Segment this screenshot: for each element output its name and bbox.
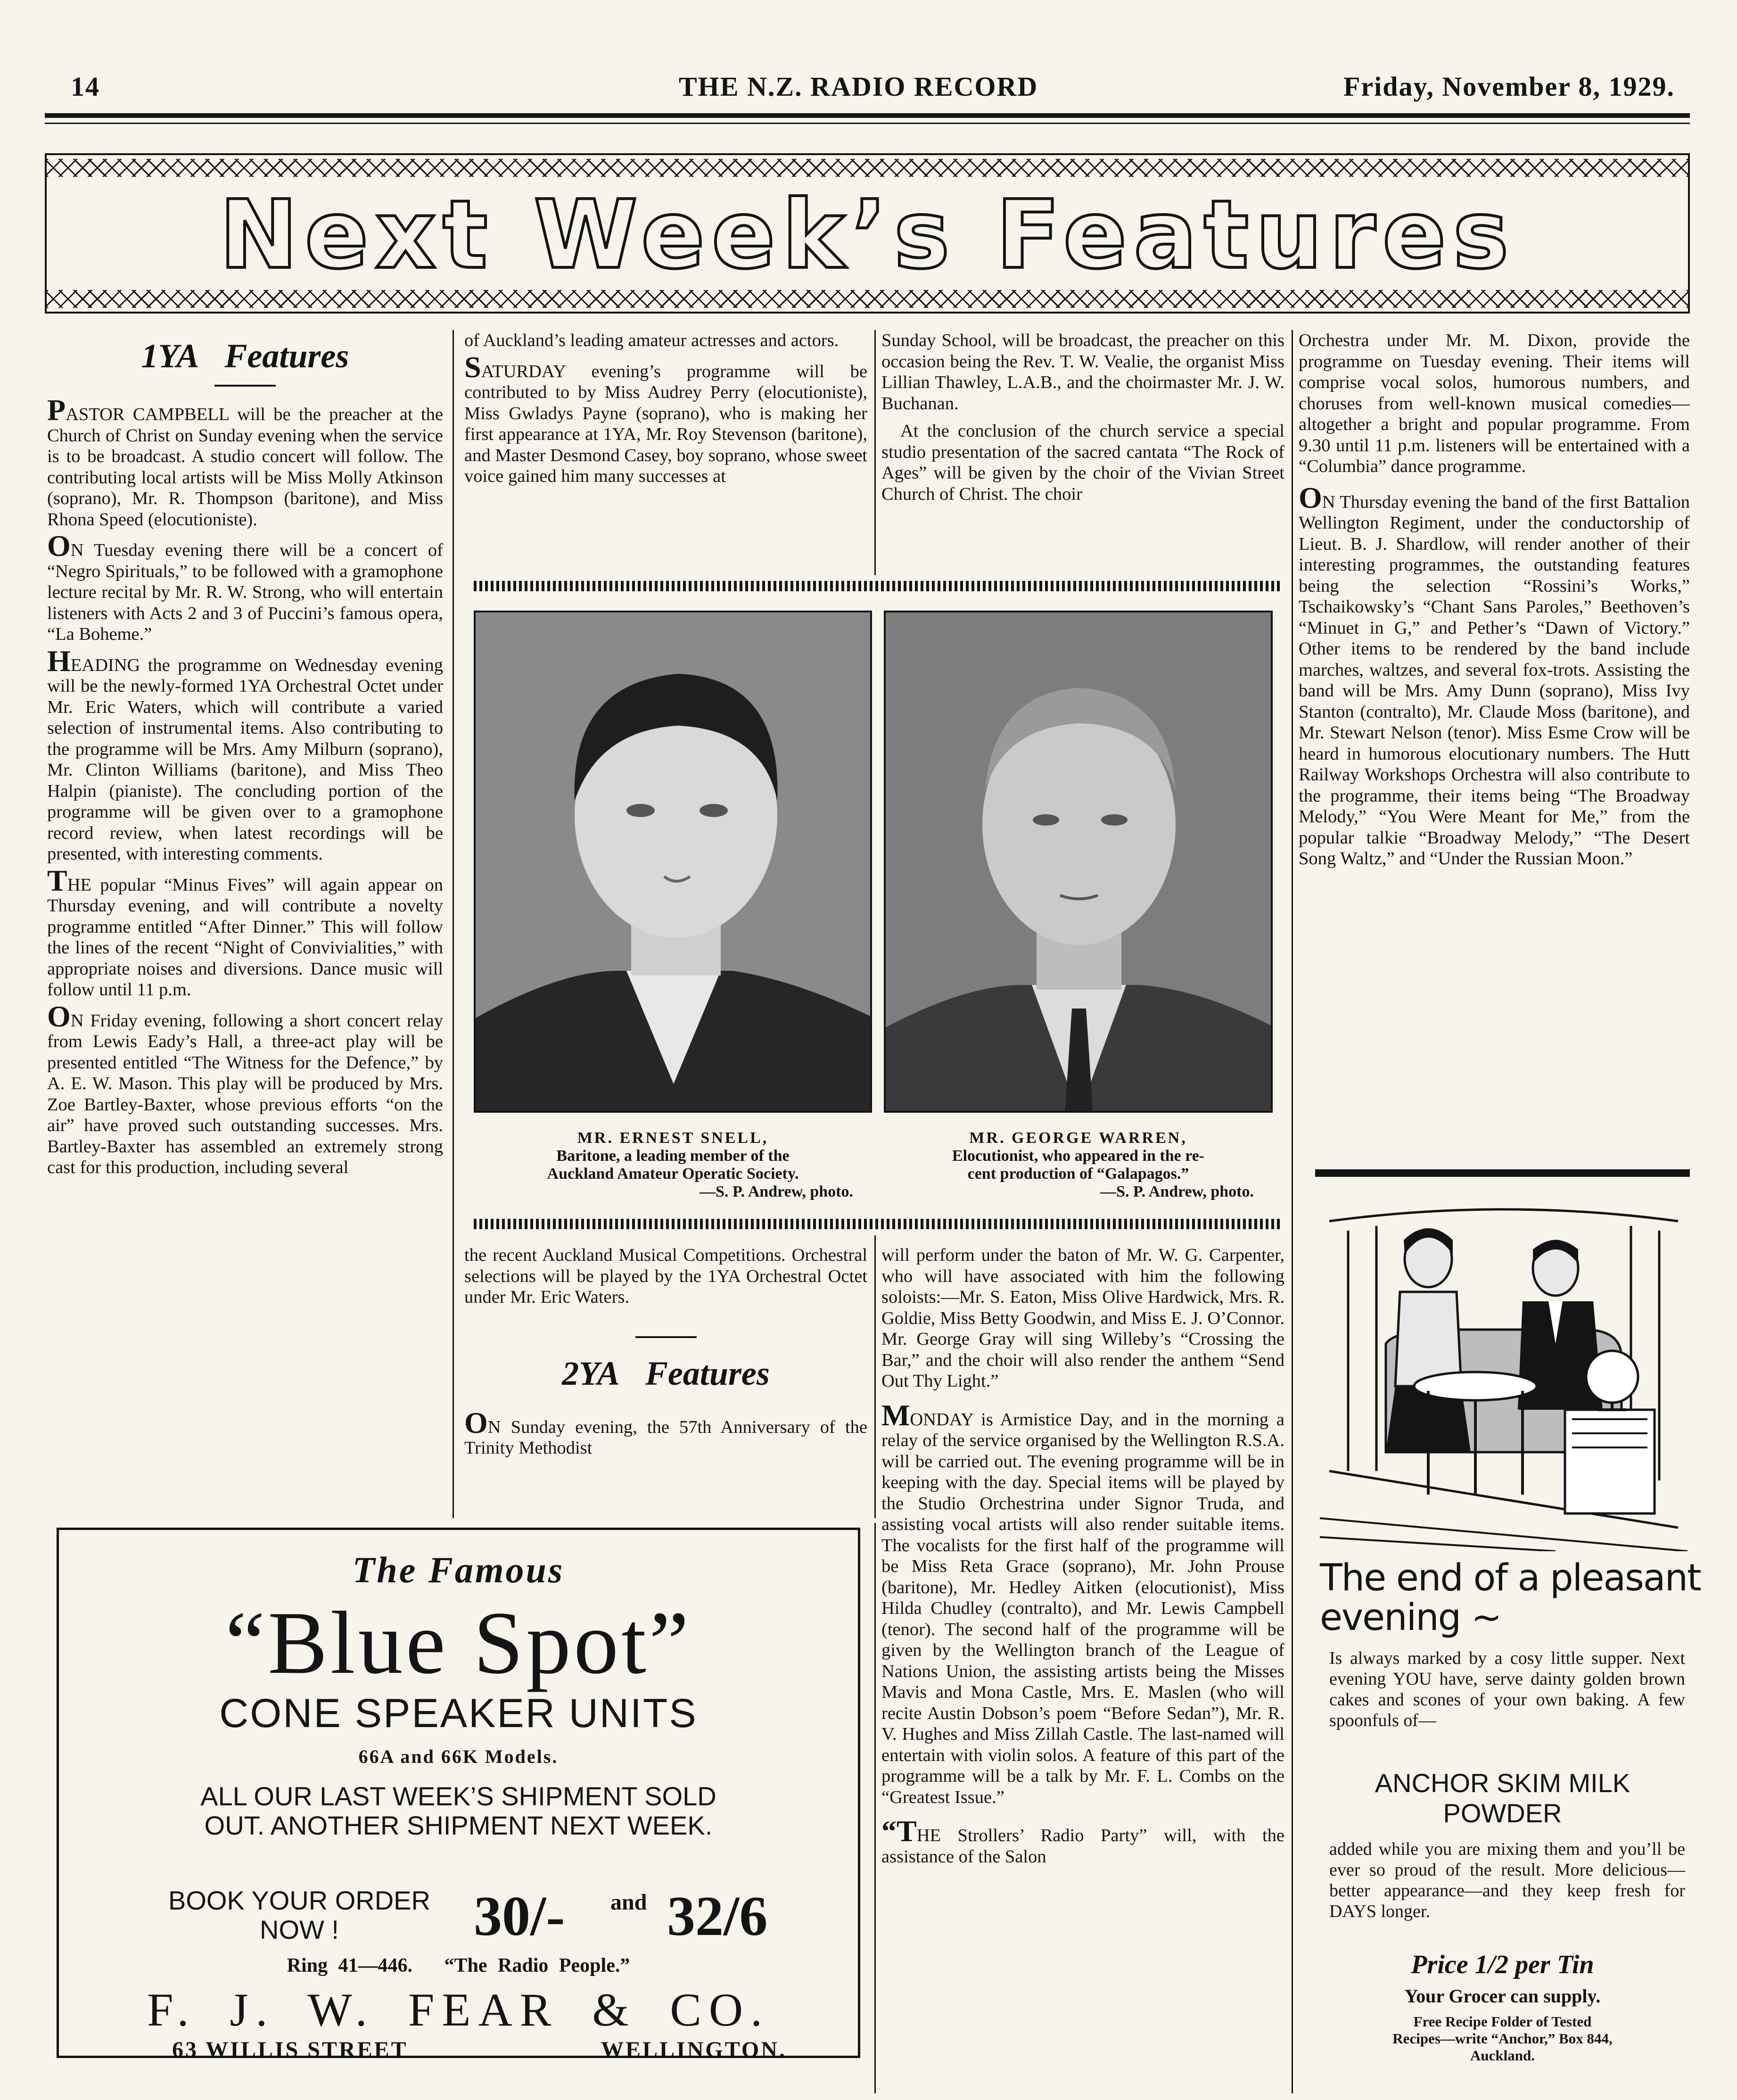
paragraph: THE popular “Minus Fives” will again appear on Thursday evening, and will contribute a novelty programme entitled “After Dinner.” This will follow the lines of the recent “Night of Convivialities,” with appropriate noises and diversions. Dance music will follow until 11 p.m. xyxy=(47,863,443,1000)
drop-cap: S xyxy=(464,350,481,384)
photo-credit: —S. P. Andrew, photo. xyxy=(1100,1183,1254,1200)
paragraph: ON Sunday evening, the 57th Anniversary of the Trinity Methodist xyxy=(464,1406,867,1458)
drop-cap: T xyxy=(47,863,67,897)
paragraph: ON Friday evening, following a short concert relay from Lewis Eady’s Hall, a three-act play will be presented entitled “The Witness for the Defence,” by A. E. W. Mason. This play will be produced by Mrs. Zoe Bartley-Baxter, whose previous efforts “on the air” have proved such outstanding successes. Mrs. Bartley-Baxter has assembled an extremely strong cast for this production, including several xyxy=(47,999,443,1177)
column-3-bottom xyxy=(881,1245,1284,1874)
column-2-bottom xyxy=(464,1245,867,1465)
section-rule xyxy=(635,1336,697,1338)
photo-ernest-snell xyxy=(474,611,872,1113)
caption-line: cent production of “Galapagos.” xyxy=(967,1165,1189,1182)
ad-brand: “Blue Spot” xyxy=(225,1594,692,1693)
ad-and: and xyxy=(610,1890,647,1915)
ad-illustration xyxy=(1320,1188,1688,1551)
banner-zigzag-top xyxy=(47,159,1688,177)
paragraph: HEADING the programme on Wednesday evening will be the newly-formed 1YA Orchestral Octet under Mr. Eric Waters, which will contribute a varied selection of instrumental items. Also contributing to the programme will be Mrs. Amy Milburn (soprano), Mr. Clinton Williams (baritone), and Miss Theo Halpin (pianiste). The concluding portion of the programme will be given over to a gramophone record review, when latest recordings will be presented, with interesting comments. xyxy=(47,644,443,864)
paragraph: ON Thursday evening the band of the first Battalion Wellington Regiment, under the conductorship of Lieut. B. J. Shardlow, will render another of their interesting programmes, the outstanding features being the selection “Rossini’s Works,” Tschaikowsky’s “Chant Sans Paroles,” Beethoven’s “Minuet in G,” and Pether’s “Dawn of Victory.” Other items to be rendered by the band include marches, waltzes, and several fox-trots. Assisting the band will be Mrs. Amy Dunn (soprano), Miss Ivy Stanton (contralto), Mr. Claude Moss (baritone), and Mr. Stewart Nelson (tenor). Miss Esme Crow will be heard in humorous elocutionary numbers. The Hutt Railway Workshops Orchestra will also contribute to the programme, their items being “The Broadway Melody,” “You Were Meant for Me,” from the popular talkie “Broadway Melody,” “The Desert Song Waltz,” and “Under the Russian Moon.” xyxy=(1299,480,1690,868)
drop-cap: O xyxy=(464,1406,488,1439)
section-title-2ya: 2YA Features xyxy=(562,1354,770,1392)
caption-name: MR. GEORGE WARREN, xyxy=(969,1129,1187,1147)
ornamental-rule xyxy=(474,1219,1282,1229)
portrait-image xyxy=(886,612,1273,1113)
section-rule xyxy=(214,385,276,387)
photo-caption-right xyxy=(884,1129,1273,1201)
paragraph: of Auckland’s leading amateur actresses and actors. xyxy=(464,331,839,350)
ad-price-1: 30/- xyxy=(474,1885,565,1947)
blue-spot-advertisement xyxy=(57,1528,860,2062)
paragraph: will perform under the baton of Mr. W. G. Carpenter, who will have associated with him the following soloists:—Mr. S. Eaton, Miss Olive Hardwick, Mrs. R. Goldie, Miss Betty Goodwin, and Miss E. J. O’Connor. Mr. George Gray will sing Willeby’s “Crossing the Bar,” and the choir will also render the anthem “Send Out Thy Light.” xyxy=(881,1245,1284,1391)
ad-book-order: BOOK YOUR ORDER NOW ! xyxy=(168,1885,430,1944)
ad-company: F. J. W. FEAR & CO. xyxy=(147,1984,770,2036)
page-number: 14 xyxy=(71,71,100,102)
column-rule xyxy=(453,330,454,1518)
banner-zigzag-bottom xyxy=(47,290,1688,308)
drop-cap: O xyxy=(47,999,71,1033)
ad-line: OUT. ANOTHER SHIPMENT NEXT WEEK. xyxy=(204,1811,713,1840)
column-rule xyxy=(874,1235,876,1518)
header-rule xyxy=(45,113,1690,124)
paragraph: “THE Strollers’ Radio Party” will, with the assistance of the Salon xyxy=(881,1814,1284,1867)
ad-ring: Ring 41—446. “The Radio People.” xyxy=(287,1955,630,1976)
paragraph: PASTOR CAMPBELL will be the preacher at the Church of Christ on Sunday evening when the service is to be broadcast. A studio concert will follow. The contributing local artists will be Miss Molly Atkinson (soprano), Mr. R. Thompson (baritone), and Miss Rhona Speed (elocutioniste). xyxy=(47,393,443,529)
paragraph: At the conclusion of the church service a special studio presentation of the sacred cantata “The Rock of Ages” will be given by the choir of the Vivian Street Church of Christ. The choir xyxy=(881,421,1284,504)
drop-cap: O xyxy=(47,529,71,562)
drop-cap: “T xyxy=(881,1814,917,1848)
caption-line: Baritone, a leading member of the xyxy=(556,1147,790,1165)
column-rule xyxy=(874,330,876,575)
paragraph: ON Tuesday evening there will be a concert of “Negro Spirituals,” to be followed with a gramophone lecture recital by Mr. R. W. Strong, who will entertain listeners with Acts 2 and 3 of Puccini’s famous opera, “La Boheme.” xyxy=(47,529,443,644)
anchor-advertisement xyxy=(1315,1169,1701,2098)
ad-price: Price 1/2 per Tin xyxy=(1411,1950,1594,1979)
ad-city: WELLINGTON. xyxy=(601,2037,787,2062)
photo-caption-left xyxy=(474,1129,872,1201)
ad-headline: The end of a pleasant evening ~ xyxy=(1320,1557,1701,1639)
column-2-top xyxy=(464,330,867,494)
portrait-image xyxy=(476,612,872,1113)
ad-price-2: 32/6 xyxy=(667,1885,768,1947)
caption-line: Auckland Amateur Operatic Society. xyxy=(547,1165,799,1182)
photo-george-warren xyxy=(884,611,1273,1113)
ad-free-recipe: Free Recipe Folder of Tested Recipes—write “Anchor,” Box 844, Auckland. xyxy=(1392,2013,1613,2064)
paragraph: SATURDAY evening’s programme will be contributed to by Miss Audrey Perry (elocutioniste), Miss Gwladys Payne (soprano), who is making her first appearance at 1YA, Mr. Roy Stevenson (baritone), and Master Desmond Casey, boy soprano, whose sweet voice gained him many successes at xyxy=(464,350,867,486)
column-rule xyxy=(1292,330,1293,2093)
ad-top-bar xyxy=(1315,1169,1690,1177)
drop-cap: O xyxy=(1299,480,1322,514)
ad-body-2: added while you are mixing them and you’ll be ever so proud of the result. More delicious—better appearance—and they keep fresh for DAYS longer. xyxy=(1329,1839,1685,1921)
issue-date: Friday, November 8, 1929. xyxy=(1343,71,1675,102)
column-rule xyxy=(874,1523,876,2093)
caption-name: MR. ERNEST SNELL, xyxy=(577,1129,769,1147)
photo-credit: —S. P. Andrew, photo. xyxy=(700,1183,853,1200)
paragraph: MONDAY is Armistice Day, and in the morning a relay of the service organised by the Wellington R.S.A. will be carried out. The evening programme will be in keeping with the day. Special items will be played by the Studio Orchestrina under Signor Truda, and assisting vocal artists will also render suitable items. The vocalists for the first half of the programme will be Miss Reta Grace (soprano), Mr. John Prouse (baritone), Mr. Hedley Aitken (elocutionist), Miss Hilda Chudley (contralto), and Mr. Lewis Campbell (tenor). The second half of the programme will be given by the Wellington branch of the League of Nations Union, the assisting artists being the Misses Mavis and Mona Castle, Mrs. E. Maslen (who will recite Austin Dobson’s poem “Before Sedan”), Mr. R. V. Hughes and Miss Zillah Castle. The last-named will entertain with violin solos. A feature of this part of the programme will be a talk by Mr. F. L. Combs on the “Greatest Issue.” xyxy=(881,1398,1284,1807)
ad-the-famous: The Famous xyxy=(352,1549,565,1590)
ad-body-1: Is always marked by a cosy little supper. Next evening YOU have, serve dainty golden brown cakes and scones of your own baking. A few spoonfuls of— xyxy=(1329,1648,1685,1730)
column-1 xyxy=(47,330,443,1185)
ad-line: ALL OUR LAST WEEK’S SHIPMENT SOLD xyxy=(200,1781,716,1811)
caption-line: Elocutionist, who appeared in the re- xyxy=(952,1147,1205,1165)
section-title-1ya: 1YA Features xyxy=(141,337,349,375)
ad-grocer: Your Grocer can supply. xyxy=(1404,1985,1601,2007)
drop-cap: P xyxy=(47,393,66,427)
ad-product: CONE SPEAKER UNITS xyxy=(219,1691,698,1736)
paragraph: Sunday School, will be broadcast, the preacher on this occasion being the Rev. T. W. Vealie, the organist Miss Lillian Thawley, L.A.B., and the choirmaster Mr. J. W. Buchanan. xyxy=(881,331,1284,413)
ad-models: 66A and 66K Models. xyxy=(358,1746,559,1767)
banner-title: Next Week’s Features xyxy=(219,180,1516,290)
ad-product: ANCHOR SKIM MILK POWDER xyxy=(1375,1768,1630,1828)
ad-address: 63 WILLIS STREET xyxy=(172,2037,408,2062)
paragraph: the recent Auckland Musical Competitions. Orchestral selections will be played by the 1YA Orchestral Octet under Mr. Eric Waters. xyxy=(464,1245,867,1307)
publication-title: THE N.Z. RADIO RECORD xyxy=(679,71,1038,102)
ornamental-rule xyxy=(474,581,1282,591)
features-banner xyxy=(45,153,1690,314)
column-4 xyxy=(1299,330,1690,876)
drop-cap: H xyxy=(47,644,71,678)
paragraph: Orchestra under Mr. M. Dixon, provide the programme on Tuesday evening. Their items will comprise vocal solos, humorous numbers, and choruses from well-known musical comedies—altogether a bright and popular programme. From 9.30 until 11 p.m. listeners will be entertained with a “Columbia” dance programme. xyxy=(1299,331,1690,476)
drop-cap: M xyxy=(881,1398,910,1432)
column-3-top xyxy=(881,330,1284,511)
